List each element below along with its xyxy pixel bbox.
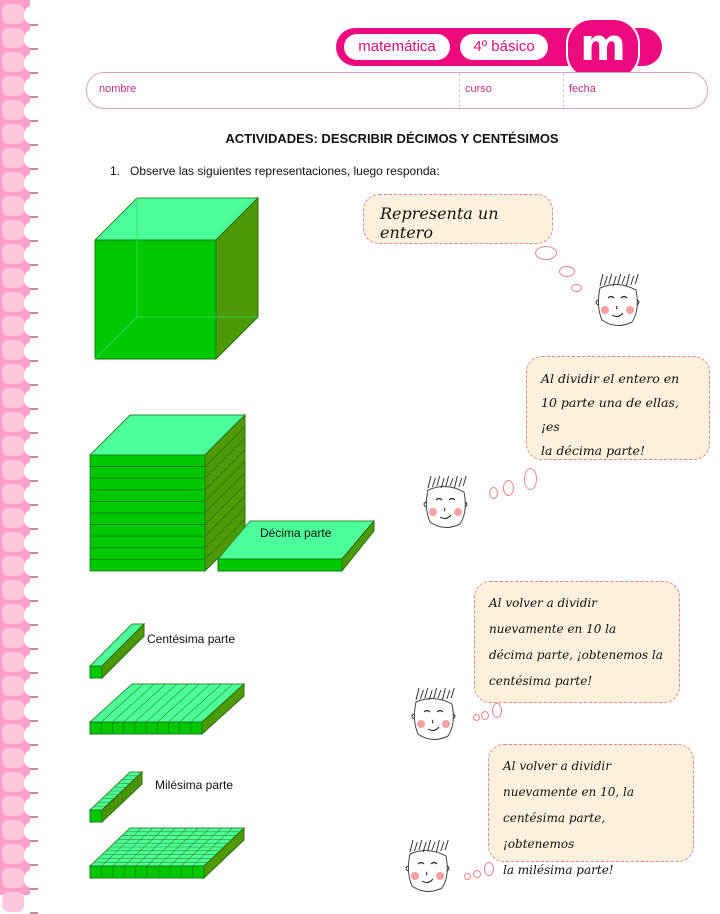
- logo-m-icon: m: [566, 18, 640, 80]
- grade-pill: 4º básico: [460, 34, 548, 60]
- thought-cloud: [559, 266, 575, 277]
- divider: [459, 73, 460, 108]
- thought-cloud: [473, 714, 480, 721]
- field-curso[interactable]: curso: [465, 83, 492, 95]
- kid-face-icon: [588, 266, 648, 332]
- thought-bubble-decima: Al dividir el entero en 10 parte una de ellas, ¡es la décima parte!: [526, 356, 710, 460]
- thought-cloud: [464, 873, 471, 880]
- page-title: ACTIVIDADES: DESCRIBIR DÉCIMOS Y CENTÉSIMOS: [225, 131, 559, 146]
- instruction: 1. Observe las siguientes representaciones, luego responda:: [110, 164, 440, 178]
- field-fecha[interactable]: fecha: [569, 83, 596, 95]
- thought-bubble-milesima: Al volver a dividir nuevamente en 10, la centésima parte, ¡obtenemos la milésima parte!: [488, 744, 694, 862]
- field-nombre[interactable]: nombre: [99, 83, 137, 95]
- thought-cloud: [484, 862, 494, 876]
- kid-face-icon: [404, 680, 464, 746]
- thought-cloud: [503, 480, 514, 496]
- kid-face-icon: [416, 468, 476, 534]
- thought-cloud: [473, 870, 481, 878]
- subject-pill: matemática: [344, 34, 450, 60]
- kid-face-icon: [398, 832, 458, 898]
- whole-cube-figure: [95, 196, 265, 362]
- thought-cloud: [492, 703, 502, 718]
- milesima-label: Milésima parte: [155, 778, 234, 792]
- thought-cloud: [481, 711, 489, 720]
- thought-cloud: [489, 487, 498, 499]
- decima-label: Décima parte: [260, 526, 332, 540]
- student-info-row: [86, 72, 708, 109]
- decima-figure: [90, 413, 380, 578]
- divider: [563, 73, 564, 108]
- thought-bubble-entero: Representa un entero: [363, 194, 553, 244]
- thought-cloud: [571, 284, 582, 292]
- thought-cloud: [535, 246, 557, 260]
- centesima-label: Centésima parte: [147, 632, 236, 646]
- thought-bubble-centesima: Al volver a dividir nuevamente en 10 la décima parte, ¡obtenemos la centésima parte!: [474, 581, 680, 703]
- thought-cloud: [524, 468, 537, 490]
